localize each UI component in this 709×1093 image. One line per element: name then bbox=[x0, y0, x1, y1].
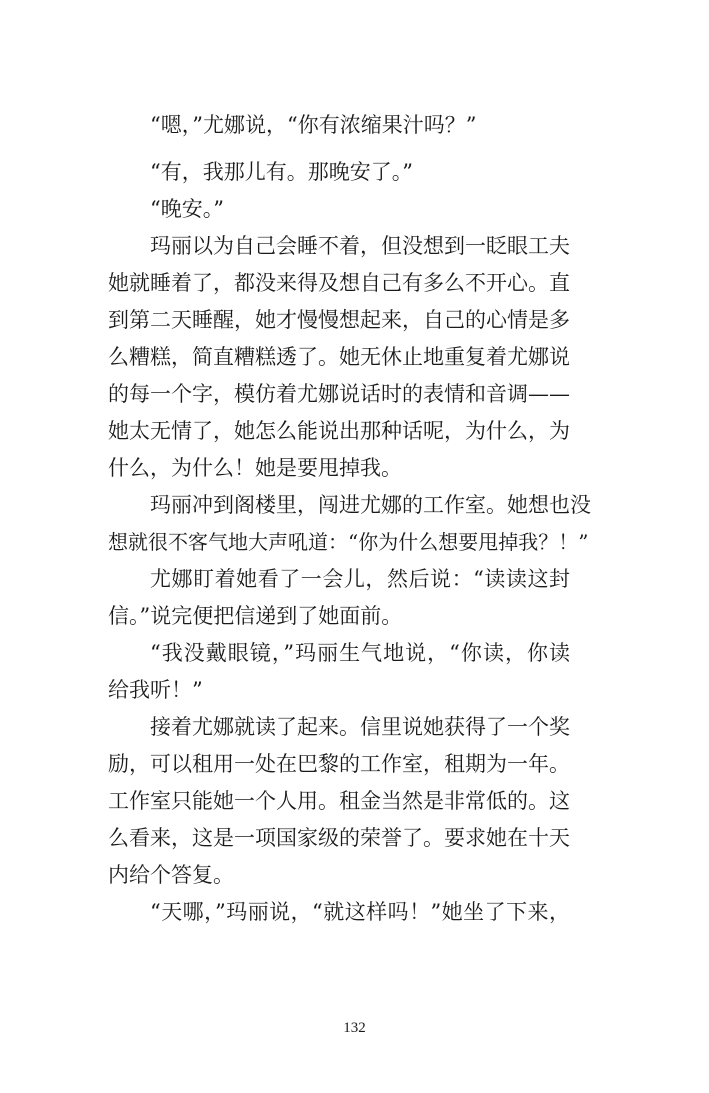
text-line: “嗯，”尤娜说，“你有浓缩果汁吗？” bbox=[150, 113, 477, 137]
text-line: 接着尤娜就读了起来。信里说她获得了一个奖 bbox=[150, 715, 570, 739]
text-line: “晚安。” bbox=[150, 197, 224, 221]
text-line: 给我听！” bbox=[108, 678, 203, 702]
text-line: “我没戴眼镜，”玛丽生气地说，“你读，你读 bbox=[150, 641, 570, 665]
text-line: “有，我那儿有。那晚安了。” bbox=[150, 160, 413, 184]
page-number: 132 bbox=[343, 1020, 366, 1036]
text-line: 她就睡着了，都没来得及想自己有多么不开心。直 bbox=[108, 271, 570, 295]
text-line: 励，可以租用一处在巴黎的工作室，租期为一年。 bbox=[108, 752, 570, 776]
text-line: “天哪，”玛丽说，“就这样吗！”她坐了下来， bbox=[150, 900, 570, 924]
text-line: 信。”说完便把信递到了她面前。 bbox=[108, 604, 403, 628]
text-line: 到第二天睡醒，她才慢慢想起来，自己的心情是多 bbox=[108, 308, 570, 332]
text-line: 工作室只能她一个人用。租金当然是非常低的。这 bbox=[108, 789, 570, 813]
text-line: 玛丽冲到阁楼里，闯进尤娜的工作室。她想也没 bbox=[150, 493, 591, 517]
text-line: 的每一个字，模仿着尤娜说话时的表情和音调—— bbox=[108, 382, 570, 406]
text-line: 么看来，这是一项国家级的荣誉了。要求她在十天 bbox=[108, 826, 570, 850]
text-line: 她太无情了，她怎么能说出那种话呢，为什么，为 bbox=[108, 419, 570, 443]
text-line: 什么，为什么！她是要甩掉我。 bbox=[108, 456, 402, 480]
text-line: 玛丽以为自己会睡不着，但没想到一眨眼工夫 bbox=[150, 234, 570, 258]
text-line: 内给个答复。 bbox=[108, 863, 234, 887]
text-line: 想就很不客气地大声吼道：“你为什么想要甩掉我？！” bbox=[108, 530, 589, 554]
text-line: 么糟糕，简直糟糕透了。她无休止地重复着尤娜说 bbox=[108, 345, 570, 369]
text-line: 尤娜盯着她看了一会儿，然后说：“读读这封 bbox=[150, 567, 570, 591]
